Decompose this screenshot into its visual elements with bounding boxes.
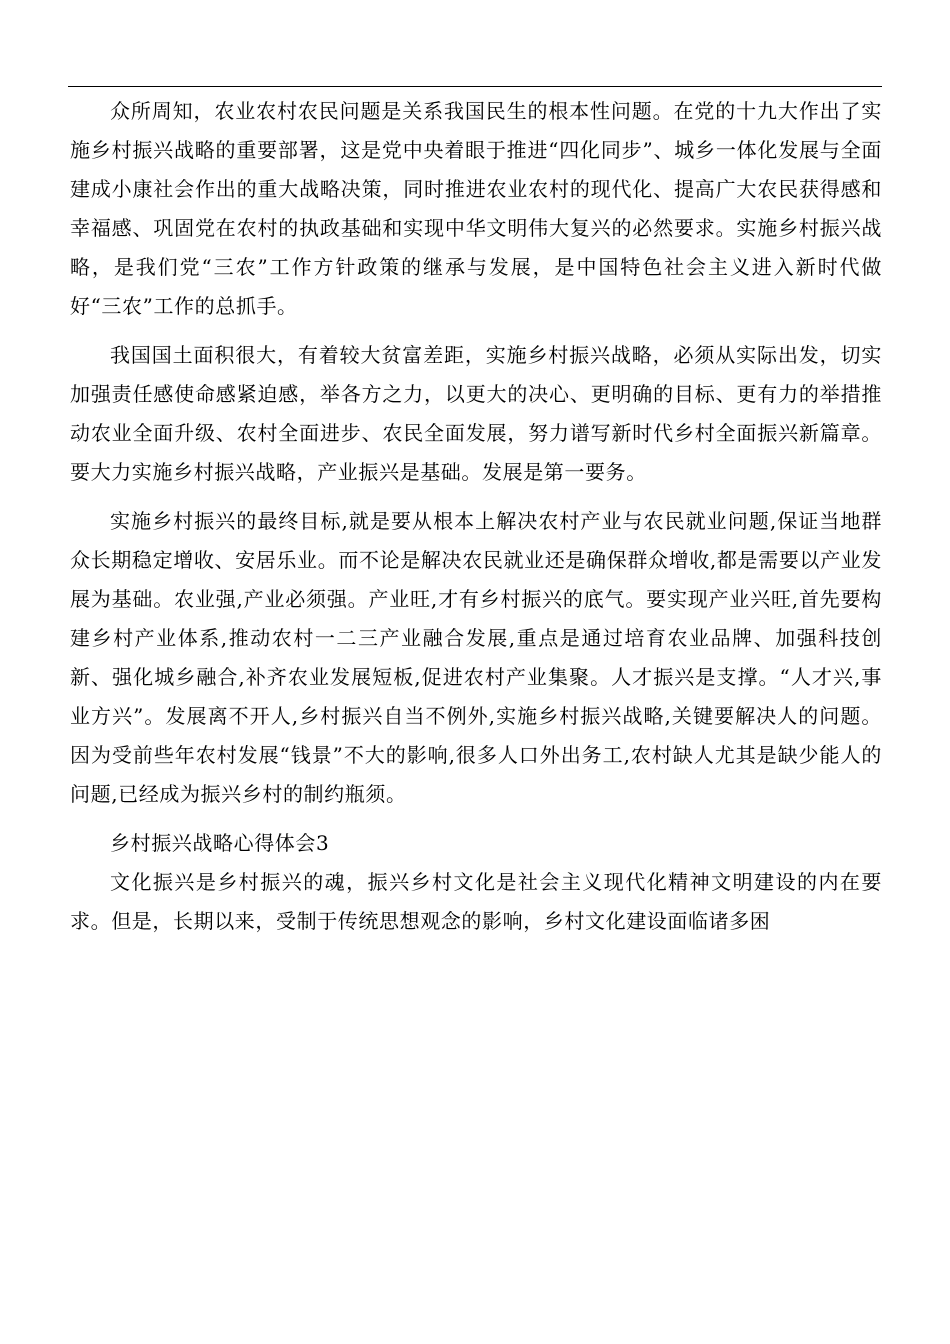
header-rule — [68, 86, 882, 87]
document-body — [70, 92, 882, 941]
paragraph-3: 实施乡村振兴的最终目标,就是要从根本上解决农村产业与农民就业问题,保证当地群众长期稳定增收、安居乐业。而不论是解决农民就业还是确保群众增收,都是需要以产业发展为基础。农业强,产业必须强。产业旺,才有乡村振兴的底气。要实现产业兴旺,首先要构建乡村产业体系,推动农村一二三产业融合发展,重点是通过培育农业品牌、加强科技创新、强化城乡融合,补齐农业发展短板,促进农村产业集聚。人才振兴是支撑。“人才兴,事业方兴”。发展离不开人,乡村振兴自当不例外,实施乡村振兴战略,关键要解决人的问题。因为受前些年农村发展“钱景”不大的影响,很多人口外出务工,农村缺人尤其是缺少能人的问题,已经成为振兴乡村的制约瓶须。 — [70, 509, 882, 806]
paragraph-1: 众所周知，农业农村农民问题是关系我国民生的根本性问题。在党的十九大作出了实施乡村振兴战略的重要部署，这是党中央着眼于推进“四化同步”、城乡一体化发展与全面建成小康社会作出的重大战略决策，同时推进农业农村的现代化、提高广大农民获得感和幸福感、巩固党在农村的执政基础和实现中华文明伟大复兴的必然要求。实施乡村振兴战略，是我们党“三农”工作方针政策的继承与发展，是中国特色社会主义进入新时代做好“三农”工作的总抓手。 — [70, 99, 882, 318]
section-heading: 乡村振兴战略心得体会3 — [110, 831, 330, 855]
paragraph-2: 我国国土面积很大，有着较大贫富差距，实施乡村振兴战略，必须从实际出发，切实加强责任感使命感紧迫感，举各方之力，以更大的决心、更明确的目标、更有力的举措推动农业全面升级、农村全面进步、农民全面发展，努力谱写新时代乡村全面振兴新篇章。要大力实施乡村振兴战略，产业振兴是基础。发展是第一要务。 — [70, 343, 882, 484]
paragraph-4: 文化振兴是乡村振兴的魂，振兴乡村文化是社会主义现代化精神文明建设的内在要求。但是，长期以来，受制于传统思想观念的影响，乡村文化建设面临诸多困 — [70, 870, 882, 933]
